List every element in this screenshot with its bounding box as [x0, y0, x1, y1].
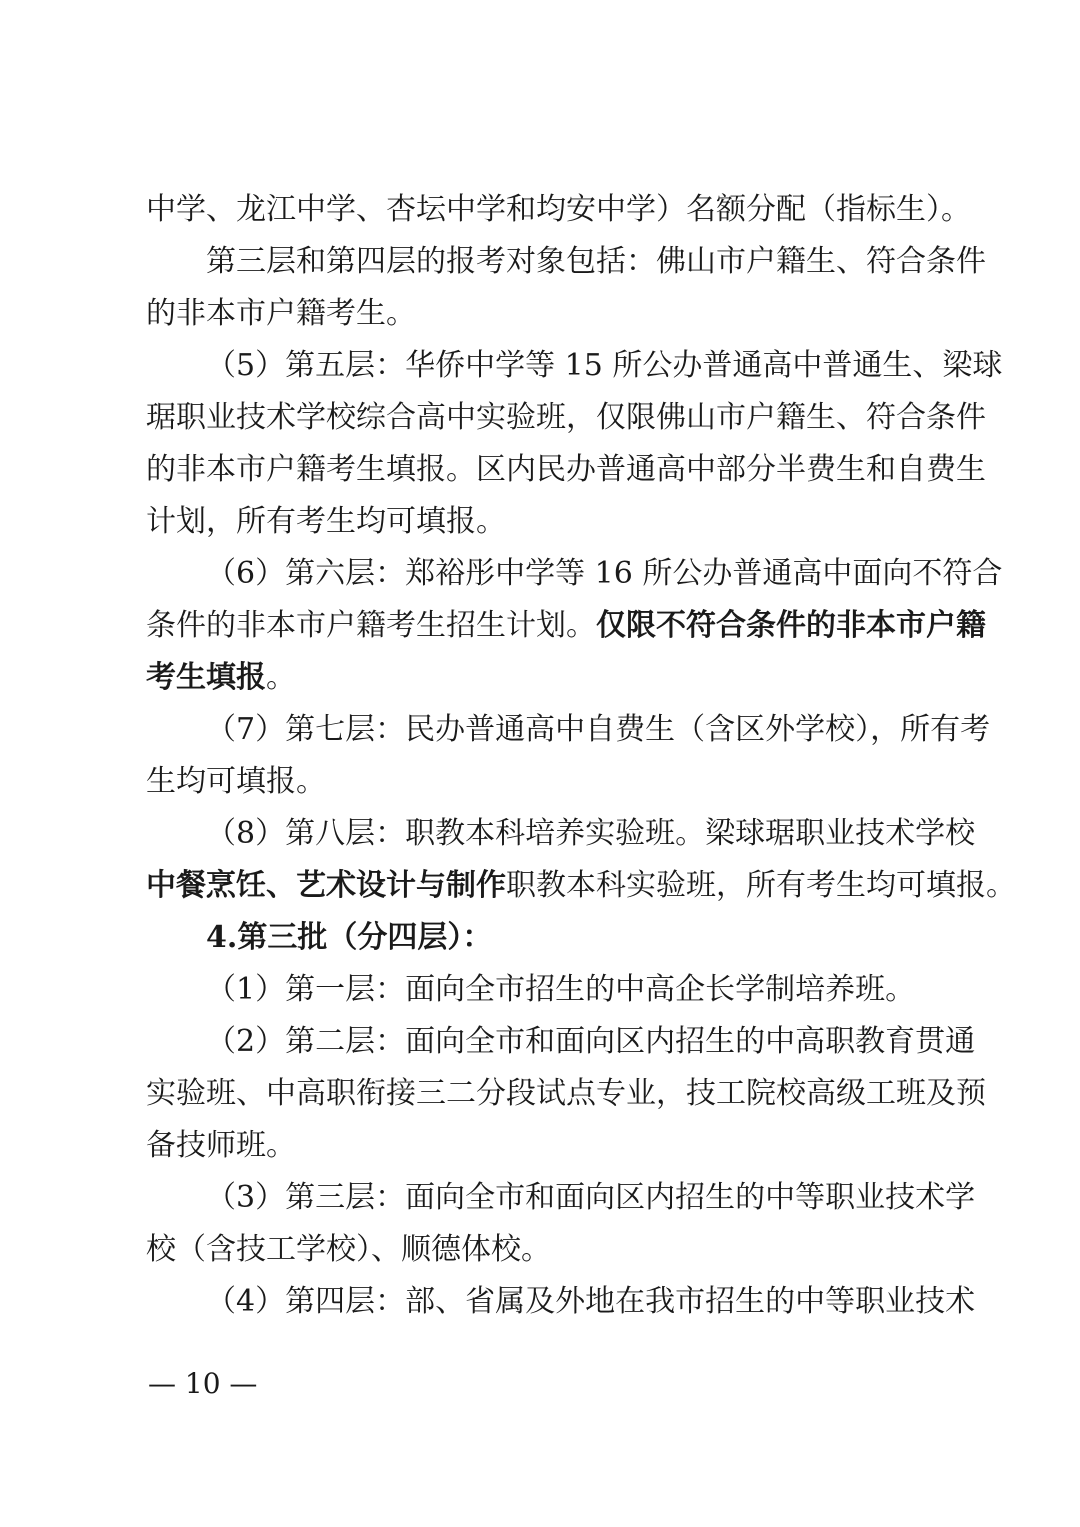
- text-line: （3）第三层：面向全市和面向区内招生的中等职业技术学: [206, 1180, 976, 1215]
- section-heading: 4.第三批（分四层）：: [206, 920, 493, 955]
- bold-text-segment: 考生填报: [146, 660, 266, 695]
- text-line: 中学、龙江中学、杏坛中学和均安中学）名额分配（指标生）。: [146, 192, 971, 227]
- text-line: 琚职业技术学校综合高中实验班，仅限佛山市户籍生、符合条件: [146, 400, 986, 435]
- bold-text-segment: 中餐烹饪、艺术设计与制作: [146, 868, 506, 903]
- text-line: 校（含技工学校）、顺德体校。: [146, 1232, 551, 1267]
- text-line: [146, 868, 1016, 904]
- text-line: 备技师班。: [146, 1128, 296, 1163]
- text-line: 的非本市户籍考生填报。区内民办普通高中部分半费生和自费生: [146, 452, 986, 487]
- text-line: （4）第四层：部、省属及外地在我市招生的中等职业技术: [206, 1284, 976, 1319]
- text-segment: 。: [266, 660, 296, 695]
- text-line: （7）第七层：民办普通高中自费生（含区外学校），所有考: [206, 712, 991, 747]
- text-line: [146, 660, 946, 696]
- text-line: 计划，所有考生均可填报。: [146, 504, 506, 539]
- text-line: （5）第五层：华侨中学等 15 所公办普通高中普通生、梁球: [206, 348, 1003, 383]
- text-line: （8）第八层：职教本科培养实验班。梁球琚职业技术学校: [206, 816, 976, 851]
- text-line: 的非本市户籍考生。: [146, 296, 416, 331]
- text-line: 实验班、中高职衔接三二分段试点专业，技工院校高级工班及预: [146, 1076, 986, 1111]
- text-line: [146, 608, 986, 644]
- text-line: （1）第一层：面向全市招生的中高企长学制培养班。: [206, 972, 916, 1007]
- text-segment: 条件的非本市户籍考生招生计划。: [146, 608, 596, 643]
- text-segment: 职教本科实验班，所有考生均可填报。: [506, 868, 1016, 903]
- text-line: 第三层和第四层的报考对象包括：佛山市户籍生、符合条件: [206, 244, 986, 279]
- text-line: 生均可填报。: [146, 764, 326, 799]
- page-number: — 10 —: [148, 1367, 258, 1400]
- text-line: （6）第六层：郑裕彤中学等 16 所公办普通高中面向不符合: [206, 556, 1003, 591]
- text-line: （2）第二层：面向全市和面向区内招生的中高职教育贯通: [206, 1024, 976, 1059]
- bold-text-segment: 仅限不符合条件的非本市户籍: [596, 608, 986, 643]
